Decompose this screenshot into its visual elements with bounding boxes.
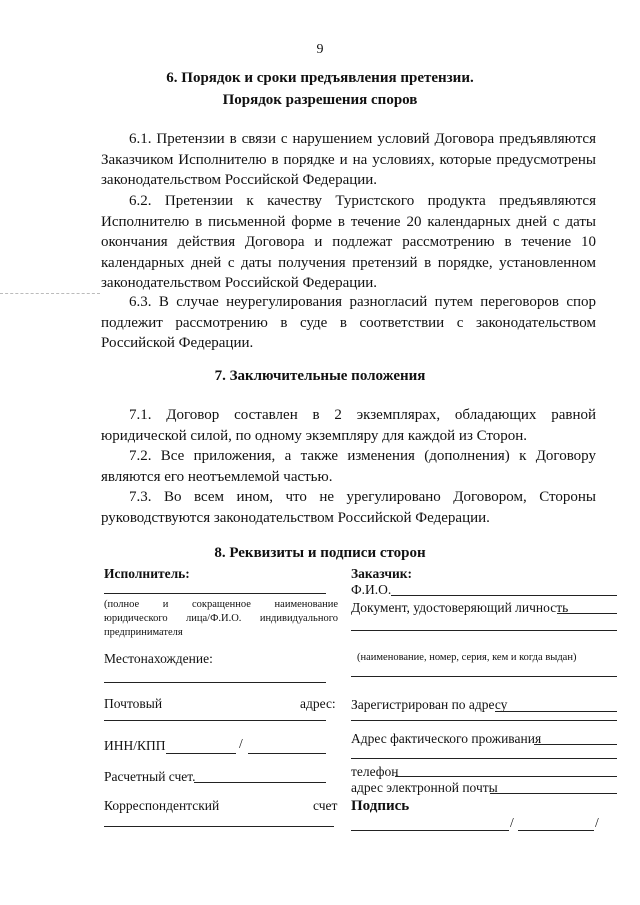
customer-fio-label: Ф.И.О. xyxy=(351,582,392,597)
section7-paragraph-3: 7.3. Во всем ином, что не урегулировано Договором, Стороны руководствуются законодательством Российской Федерации. xyxy=(101,489,596,526)
section6-paragraph-3: 6.3. В случае неурегулирования разногласий путем переговоров спор подлежит рассмотрению в суде в соответствии с законодательством Российской Федерации. xyxy=(101,294,596,351)
executor-postal-line xyxy=(104,720,326,721)
executor-header: Исполнитель: xyxy=(104,566,190,581)
page-number: 9 xyxy=(316,42,324,57)
customer-fio-line xyxy=(391,595,617,596)
customer-email-line xyxy=(490,793,617,794)
customer-signature-line-2 xyxy=(518,830,594,831)
section6-paragraph-1: 6.1. Претензии в связи с нарушением условий Договора предъявляются Заказчиком Исполнителю в порядке и на условиях, которые предусмотрены законодательством Российской Федерации. xyxy=(101,131,596,188)
section8-title: 8. Реквизиты и подписи сторон xyxy=(214,545,426,561)
section6-paragraph-2: 6.2. Претензии к качеству Туристского продукта предъявляются Исполнителю в письменной форме в течение 20 календарных дней с даты окончания действия Договора и подлежат рассмотрению в течение 10 календарных дней с даты получения претензий в порядке, установленном законодательством Российской Федерации. xyxy=(101,193,596,291)
customer-document-line-3 xyxy=(351,676,617,677)
customer-signature-slash-1: / xyxy=(510,815,514,830)
executor-account-label: Расчетный счет. xyxy=(104,769,196,784)
executor-kpp-line xyxy=(248,753,326,754)
customer-document-line-1 xyxy=(557,613,617,614)
customer-registered-label: Зарегистрирован по адресу xyxy=(351,697,508,712)
executor-location-label: Местонахождение: xyxy=(104,651,213,666)
customer-signature-line-1 xyxy=(351,830,509,831)
section6-title-line1: 6. Порядок и сроки предъявления претензии. xyxy=(166,70,474,86)
section6-title-line2: Порядок разрешения споров xyxy=(222,92,418,108)
customer-email-label: адрес электронной почты xyxy=(351,780,498,795)
customer-phone-line xyxy=(395,776,617,777)
executor-inn-line xyxy=(166,753,236,754)
customer-registered-line-2 xyxy=(351,720,617,721)
executor-postal-label-1: Почтовый xyxy=(104,696,163,711)
executor-name-line xyxy=(104,593,326,594)
customer-document-note: (наименование, номер, серия, кем и когда выдан) xyxy=(357,652,577,663)
customer-actual-address-label: Адрес фактического проживания xyxy=(351,731,542,746)
executor-corr-line xyxy=(104,826,334,827)
executor-postal-label-2: адрес: xyxy=(300,696,336,711)
scan-artifact-line xyxy=(0,293,100,294)
executor-corr-label-2: счет xyxy=(313,798,338,813)
customer-actual-address-line-1 xyxy=(534,744,617,745)
executor-account-line xyxy=(194,782,326,783)
section7-paragraph-2: 7.2. Все приложения, а также изменения (дополнения) к Договору являются его неотъемлемой частью. xyxy=(101,448,596,485)
customer-document-line-2 xyxy=(351,630,617,631)
customer-header: Заказчик: xyxy=(351,566,413,581)
executor-location-line xyxy=(104,682,326,683)
executor-inn-slash: / xyxy=(239,736,243,751)
customer-signature-label: Подпись xyxy=(351,798,410,814)
customer-actual-address-line-2 xyxy=(351,758,617,759)
executor-inn-label: ИНН/КПП xyxy=(104,738,166,753)
section7-paragraph-1: 7.1. Договор составлен в 2 экземплярах, обладающих равной юридической силой, по одному экземпляру для каждой из Сторон. xyxy=(101,407,596,444)
section7-title: 7. Заключительные положения xyxy=(214,368,426,384)
executor-corr-label-1: Корреспондентский xyxy=(104,798,220,813)
customer-registered-line-1 xyxy=(495,711,617,712)
customer-phone-label: телефон xyxy=(351,764,399,779)
executor-name-note: (полное и сокращенное наименование юридического лица/Ф.И.О. индивидуального предпринимателя xyxy=(104,599,338,638)
customer-signature-slash-2: / xyxy=(595,815,599,830)
customer-document-label: Документ, удостоверяющий личность xyxy=(351,600,569,615)
